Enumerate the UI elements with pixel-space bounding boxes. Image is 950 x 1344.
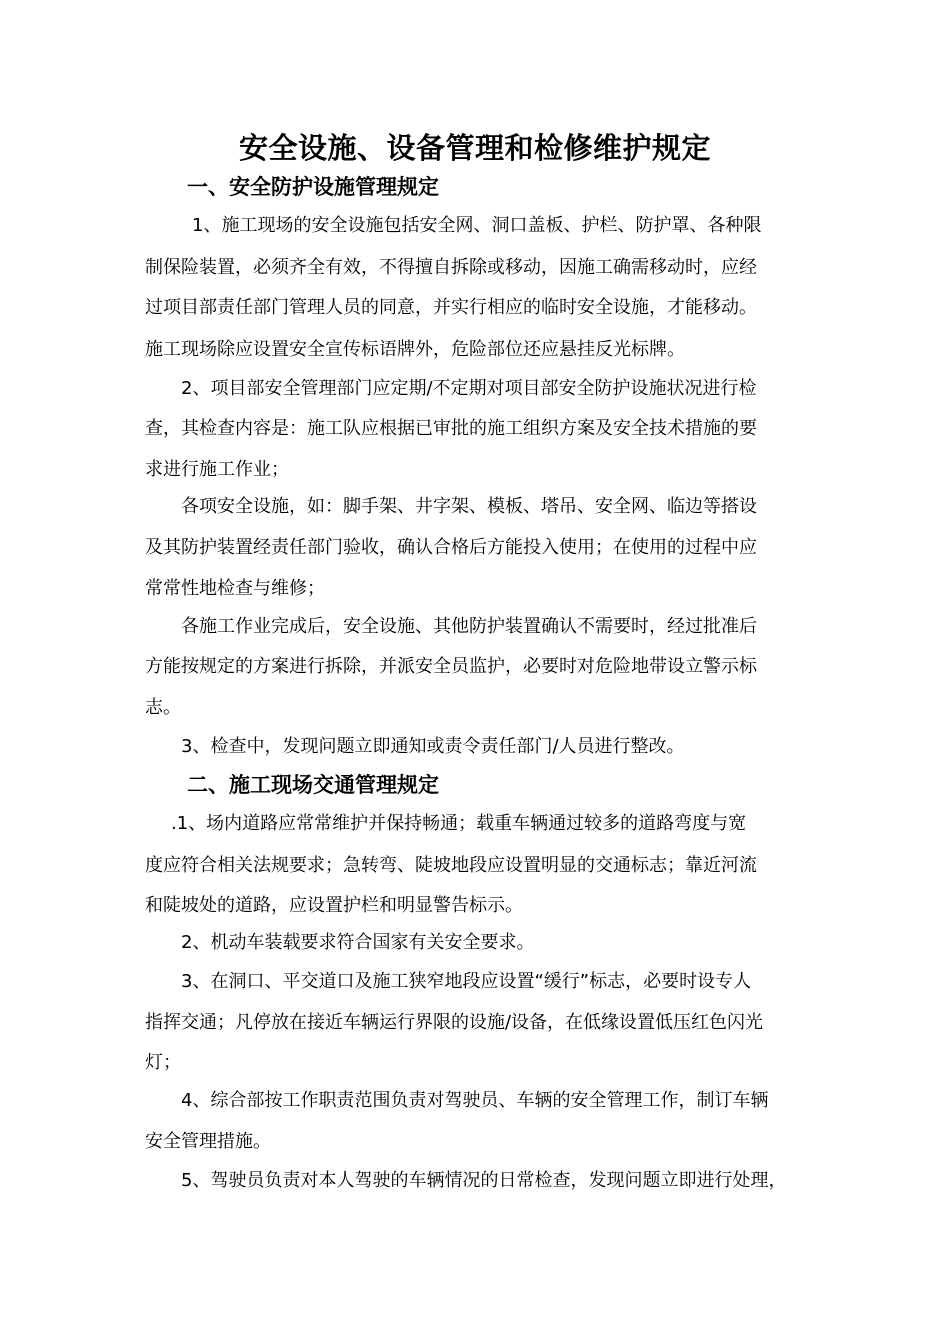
document-title: 安全设施、设备管理和检修维护规定 xyxy=(238,131,711,165)
paragraph-line: 度应符合相关法规要求；急转弯、陡坡地段应设置明显的交通标志；靠近河流 xyxy=(145,855,757,876)
paragraph-line: 方能按规定的方案进行拆除，并派安全员监护，必要时对危险地带设立警示标 xyxy=(145,656,757,677)
section-heading-traffic-management: 二、施工现场交通管理规定 xyxy=(187,773,439,797)
paragraph-line: 求进行施工作业； xyxy=(145,459,289,480)
paragraph-line: 1、施工现场的安全设施包括安全网、洞口盖板、护栏、防护罩、各种限 xyxy=(192,215,762,236)
paragraph-line: 和陡坡处的道路，应设置护栏和明显警告标示。 xyxy=(145,895,523,916)
paragraph-line: 及其防护装置经责任部门验收，确认合格后方能投入使用；在使用的过程中应 xyxy=(145,537,757,558)
paragraph-line: 灯； xyxy=(145,1052,181,1073)
paragraph-line: 2、项目部安全管理部门应定期/不定期对项目部安全防护设施状况进行检 xyxy=(181,378,757,399)
paragraph-line: 制保险装置，必须齐全有效，不得擅自拆除或移动，因施工确需移动时，应经 xyxy=(145,257,757,278)
paragraph-line: 3、在洞口、平交道口及施工狭窄地段应设置“缓行”标志，必要时设专人 xyxy=(181,971,752,992)
paragraph-line: 各项安全设施，如：脚手架、井字架、模板、塔吊、安全网、临边等搭设 xyxy=(181,496,757,517)
paragraph-line: 常常性地检查与维修； xyxy=(145,578,325,599)
paragraph-line: 5、驾驶员负责对本人驾驶的车辆情况的日常检查，发现问题立即进行处理， xyxy=(181,1170,787,1191)
paragraph-line: 过项目部责任部门管理人员的同意，并实行相应的临时安全设施，才能移动。 xyxy=(145,297,757,318)
paragraph-line: 3、检查中，发现问题立即通知或责令责任部门/人员进行整改。 xyxy=(181,736,685,757)
paragraph-line: 指挥交通；凡停放在接近车辆运行界限的设施/设备，在低缘设置低压红色闪光 xyxy=(145,1012,764,1033)
paragraph-line: 查，其检查内容是：施工队应根据已审批的施工组织方案及安全技术措施的要 xyxy=(145,418,757,439)
paragraph-line: 施工现场除应设置安全宣传标语牌外，危险部位还应悬挂反光标牌。 xyxy=(145,339,685,360)
paragraph-line: .1、场内道路应常常维护并保持畅通；载重车辆通过较多的道路弯度与宽 xyxy=(171,813,747,834)
paragraph-line: 安全管理措施。 xyxy=(145,1131,271,1152)
paragraph-line: 2、机动车装载要求符合国家有关安全要求。 xyxy=(181,932,535,953)
paragraph-line: 4、综合部按工作职责范围负责对驾驶员、车辆的安全管理工作，制订车辆 xyxy=(181,1090,769,1111)
paragraph-line: 各施工作业完成后，安全设施、其他防护装置确认不需要时，经过批准后 xyxy=(181,616,757,637)
section-heading-safety-facilities: 一、安全防护设施管理规定 xyxy=(187,175,439,199)
paragraph-line: 志。 xyxy=(145,697,181,718)
